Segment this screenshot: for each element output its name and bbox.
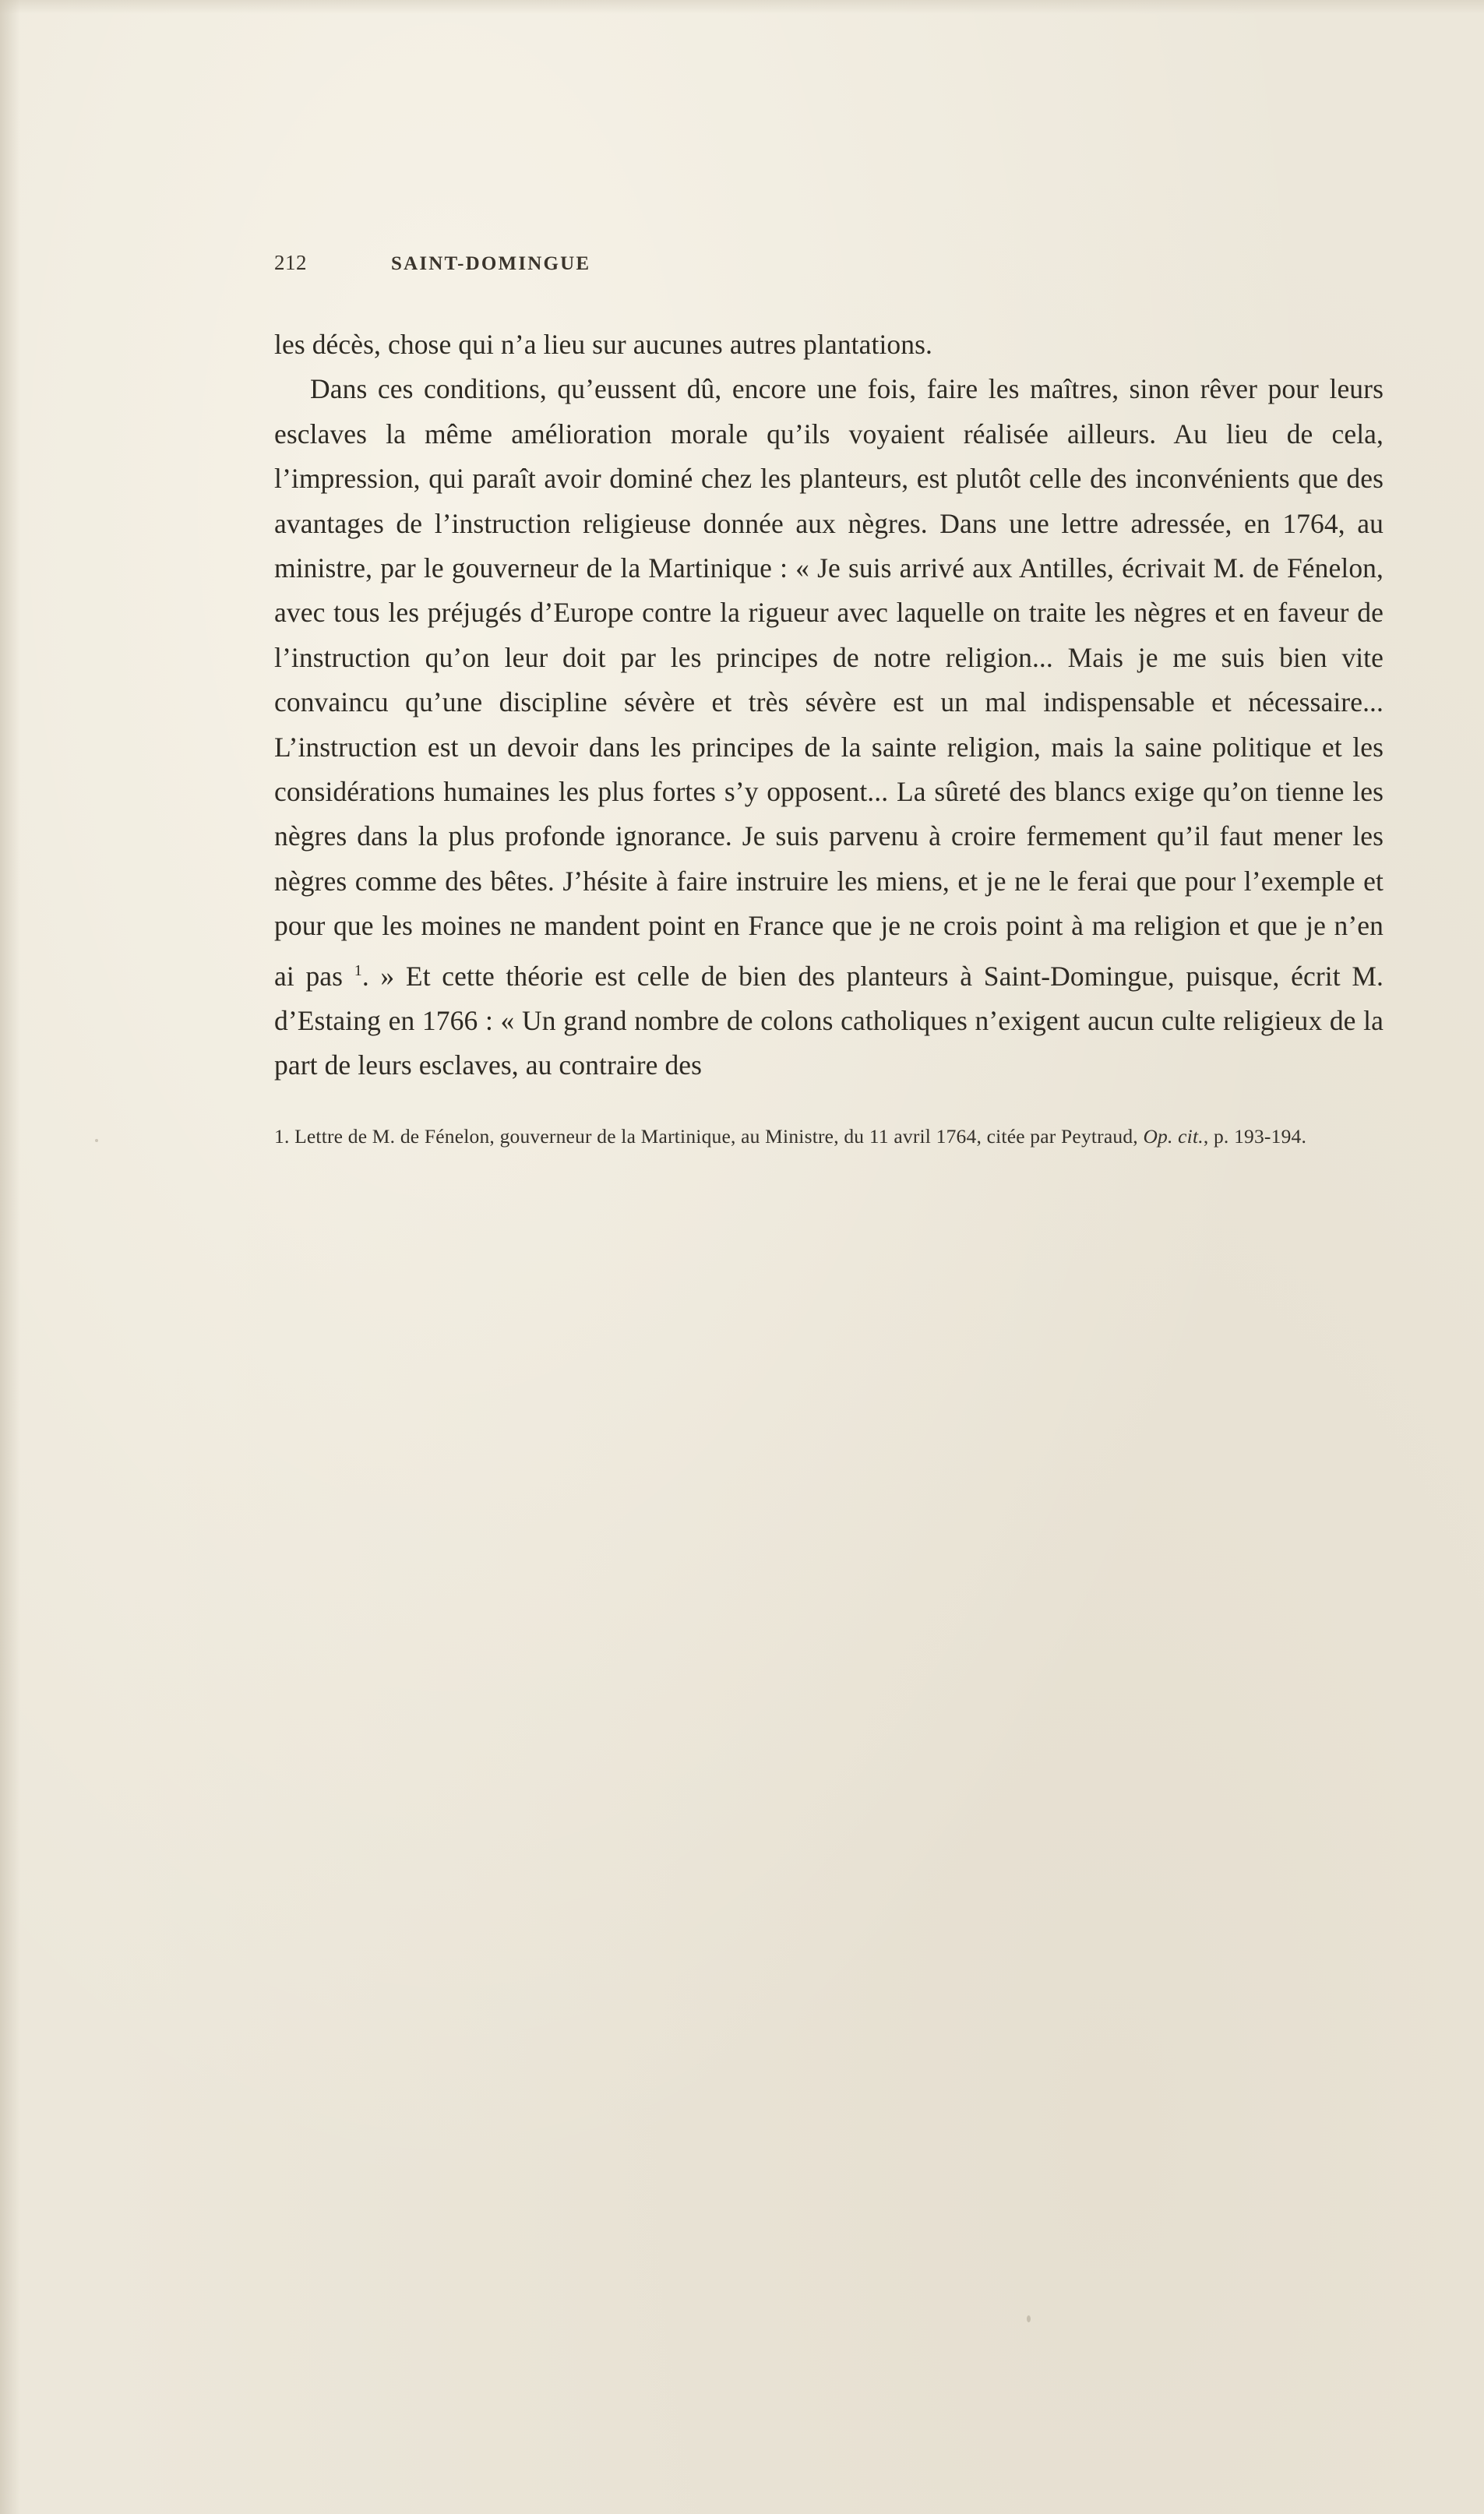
paragraph-2-main: Dans ces conditions, qu’eussent dû, encore une fois, faire les maîtres, sinon rêver pour leurs esclaves la même amélioration morale qu’ils voyaient réalisée ailleurs. Au lieu de cela, l’impression, qui paraît avoir dominé chez les planteurs, est plutôt celle des inconvénients que des avantages de l’instruction religieuse donnée aux nègres. Dans une lettre adressée, en 1764, au ministre, par le gouverneur de la Martinique : « Je suis arrivé aux Antilles, écrivait M. de Fénelon, avec tous les préjugés d’Europe contre la rigueur avec laquelle on traite les nègres et en faveur de l’instruction qu’on leur doit par les principes de notre religion... Mais je me suis bien vite convaincu qu’une discipline sévère et très sévère est un mal indispensable et nécessaire... L’instruction est un devoir dans les principes de la sainte religion, mais la saine politique et les considérations humaines les plus fortes s’y opposent... La sûreté des blancs exige qu’on tienne les nègres dans la plus profonde ignorance. Je suis parvenu à croire fermement qu’il faut mener les nègres comme des bêtes. J’hésite à faire instruire les miens, et je ne le ferai que pour l’exemple et pour que les moines ne mandent point en France que je ne crois point à ma religion et que je n’en ai pas: [274, 373, 1384, 992]
folio-number: 212: [274, 251, 307, 274]
footnote-1: [274, 1121, 1384, 1151]
paragraph-1: les décès, chose qui n’a lieu sur aucunes autres plantations.: [274, 329, 933, 360]
paper-speck: [95, 1139, 98, 1142]
page-header: [274, 251, 1384, 282]
footnote-text-part-2: , p. 193-194.: [1203, 1124, 1307, 1148]
scan-edge-shadow-left: [0, 0, 20, 2514]
footnote-number: 1.: [274, 1124, 290, 1148]
paragraph-2: [274, 367, 1384, 1088]
paragraph-2-continuation: . » Et cette théorie est celle de bien des planteurs à Saint-Domingue, puisque, écrit M. d’Estaing en 1766 : « Un grand nombre de colons catholiques n’exigent aucun culte religieux de la part de leurs esclaves, au contraire des: [274, 960, 1384, 1081]
running-head: SAINT-DOMINGUE: [391, 253, 591, 274]
footnote-reference-mark: 1: [354, 961, 362, 979]
page-text-block: [274, 251, 1384, 1151]
footnote-italic-citation: Op. cit.: [1143, 1124, 1204, 1148]
scan-edge-shadow-top: [0, 0, 1484, 14]
footnote-text-part-1: Lettre de M. de Fénelon, gouverneur de la Martinique, au Ministre, du 11 avril 1764, citée par Peytraud,: [294, 1124, 1144, 1148]
paper-speck: [1027, 2315, 1031, 2322]
